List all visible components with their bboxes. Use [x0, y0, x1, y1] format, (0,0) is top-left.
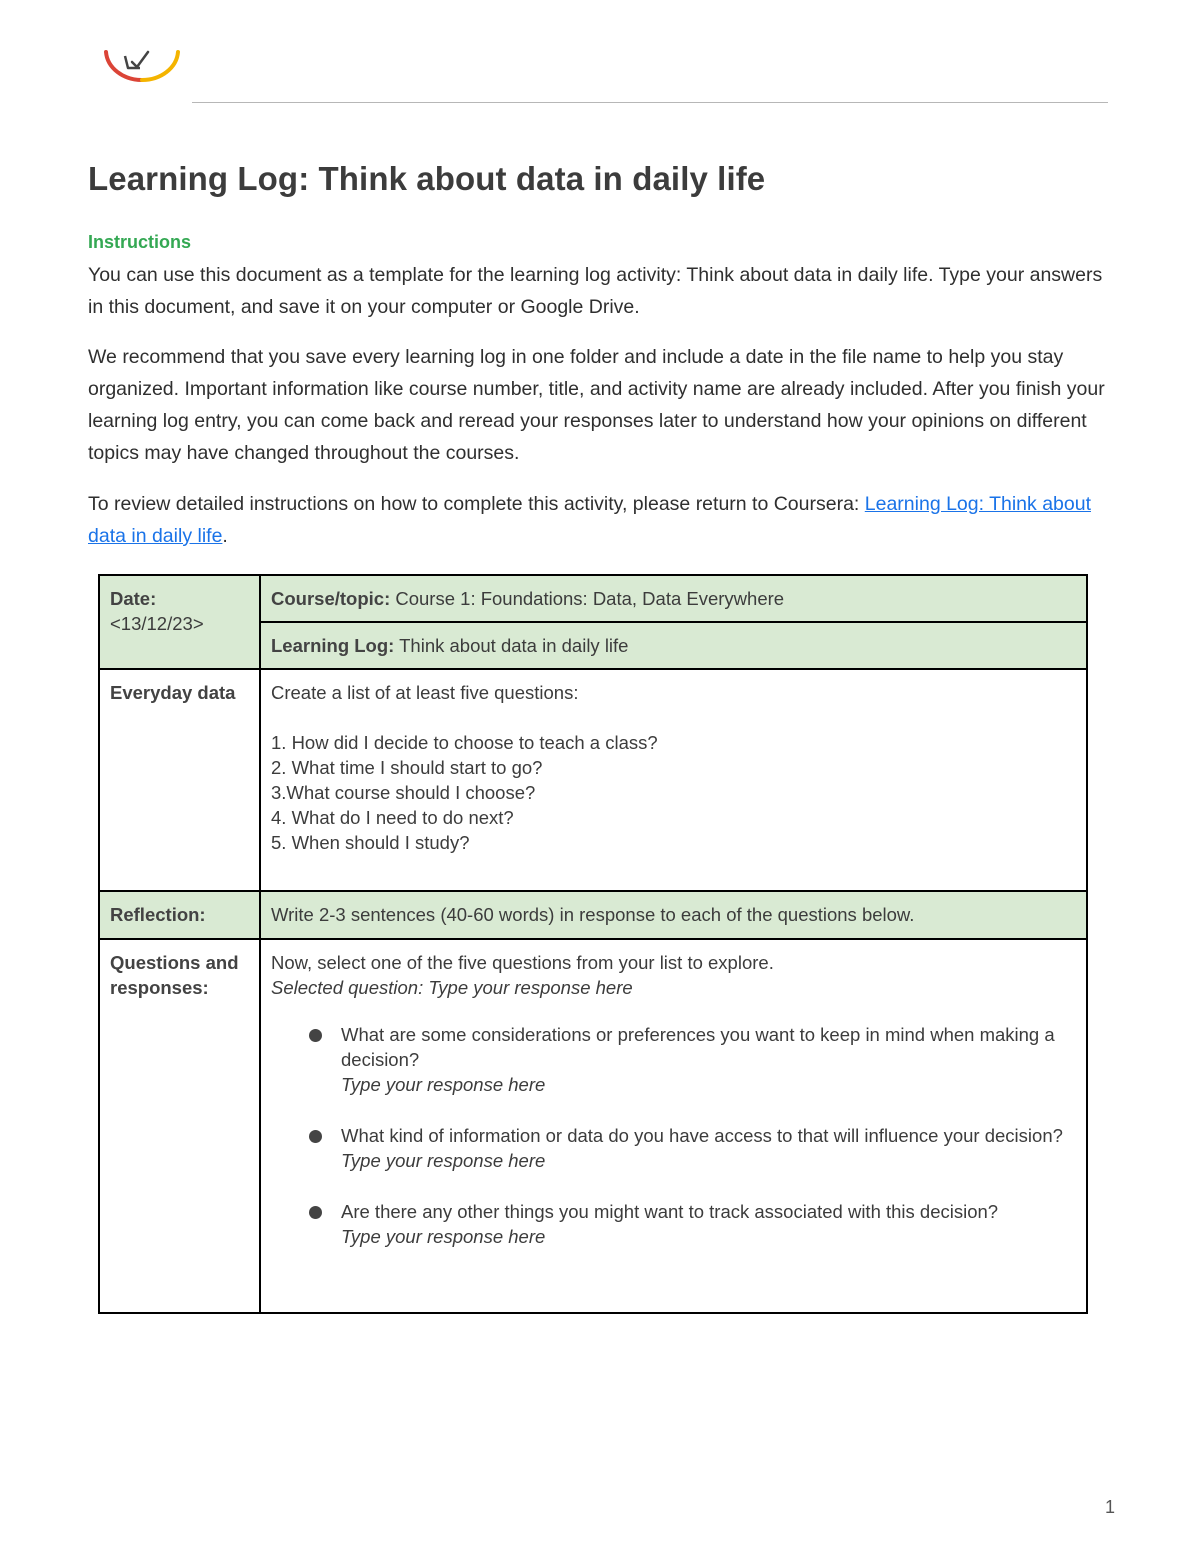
- list-item: [271, 1022, 1076, 1097]
- list-item: [271, 1199, 1076, 1249]
- reflection-cell: [260, 891, 1087, 939]
- course-cell: [260, 575, 1087, 622]
- page-number: 1: [1105, 1497, 1116, 1517]
- date-value[interactable]: <13/12/23>: [110, 613, 204, 634]
- reflection-question-list: [271, 1022, 1076, 1249]
- instructions-paragraph-3-text: To review detailed instructions on how to complete this activity, please return to Coursera:: [88, 493, 865, 515]
- questions-responses-cell[interactable]: [260, 939, 1087, 1313]
- instructions-paragraph-3-end: .: [222, 525, 228, 547]
- questions-responses-label-cell: [99, 939, 260, 1313]
- date-cell: [99, 575, 260, 669]
- coursera-activity-link[interactable]: Learning Log: Think about data in daily life: [88, 493, 1091, 547]
- course-value: Course 1: Foundations: Data, Data Everywhere: [390, 588, 785, 609]
- list-item[interactable]: 5. When should I study?: [271, 832, 470, 853]
- response-field[interactable]: Type your response here: [341, 1074, 546, 1095]
- header-divider: [192, 102, 1108, 103]
- reflection-question: What kind of information or data do you have access to that will influence your decision?: [341, 1125, 1063, 1146]
- everyday-data-label-cell: [99, 669, 260, 891]
- everyday-data-cell[interactable]: [260, 669, 1087, 891]
- log-label: Learning Log:: [271, 635, 395, 656]
- question-list: [271, 730, 1076, 855]
- response-field[interactable]: Type your response here: [341, 1226, 546, 1247]
- list-item[interactable]: 1. How did I decide to choose to teach a class?: [271, 732, 658, 753]
- bullet-icon: [309, 1206, 322, 1219]
- date-label: Date:: [110, 588, 157, 609]
- bullet-icon: [309, 1130, 322, 1143]
- list-item[interactable]: 4. What do I need to do next?: [271, 807, 514, 828]
- page-title: Learning Log: Think about data in daily life: [88, 160, 766, 197]
- questions-responses-label: Questions and responses:: [110, 952, 239, 998]
- reflection-prompt: Write 2-3 sentences (40-60 words) in response to each of the questions below.: [271, 904, 915, 925]
- bullet-icon: [309, 1029, 322, 1042]
- reflection-label-cell: [99, 891, 260, 939]
- selected-question[interactable]: Selected question: Type your response here: [271, 977, 633, 998]
- log-value: Think about data in daily life: [394, 635, 629, 656]
- response-field[interactable]: Type your response here: [341, 1150, 546, 1171]
- learning-log-table: [98, 574, 1088, 1314]
- list-item[interactable]: 3.What course should I choose?: [271, 782, 536, 803]
- instructions-paragraph-1: You can use this document as a template for the learning log activity: Think about data in daily life. Type your answers in this document, and save it on your computer or Google Drive.: [88, 264, 1103, 318]
- reflection-question: Are there any other things you might want to track associated with this decision?: [341, 1201, 999, 1222]
- everyday-data-label: Everyday data: [110, 682, 236, 703]
- course-label: Course/topic:: [271, 588, 391, 609]
- log-cell: [260, 622, 1087, 669]
- reflection-label: Reflection:: [110, 904, 206, 925]
- questions-responses-prompt: Now, select one of the five questions from your list to explore.: [271, 952, 774, 973]
- list-item: [271, 1123, 1076, 1173]
- instructions-paragraph-3: [88, 488, 1118, 552]
- everyday-data-prompt: Create a list of at least five questions:: [271, 682, 579, 703]
- google-data-analytics-logo-icon: [100, 38, 184, 86]
- instructions-paragraph-2: We recommend that you save every learning log in one folder and include a date in the file name to help you stay organized. Important information like course number, title, and activity name are already included. After you finish your learning log entry, you can come back and reread your responses later to understand how your opinions on different topics may have changed throughout the courses.: [88, 346, 1105, 464]
- instructions-heading: Instructions: [88, 232, 192, 252]
- reflection-question: What are some considerations or preferences you want to keep in mind when making a decision?: [341, 1024, 1055, 1070]
- list-item[interactable]: 2. What time I should start to go?: [271, 757, 543, 778]
